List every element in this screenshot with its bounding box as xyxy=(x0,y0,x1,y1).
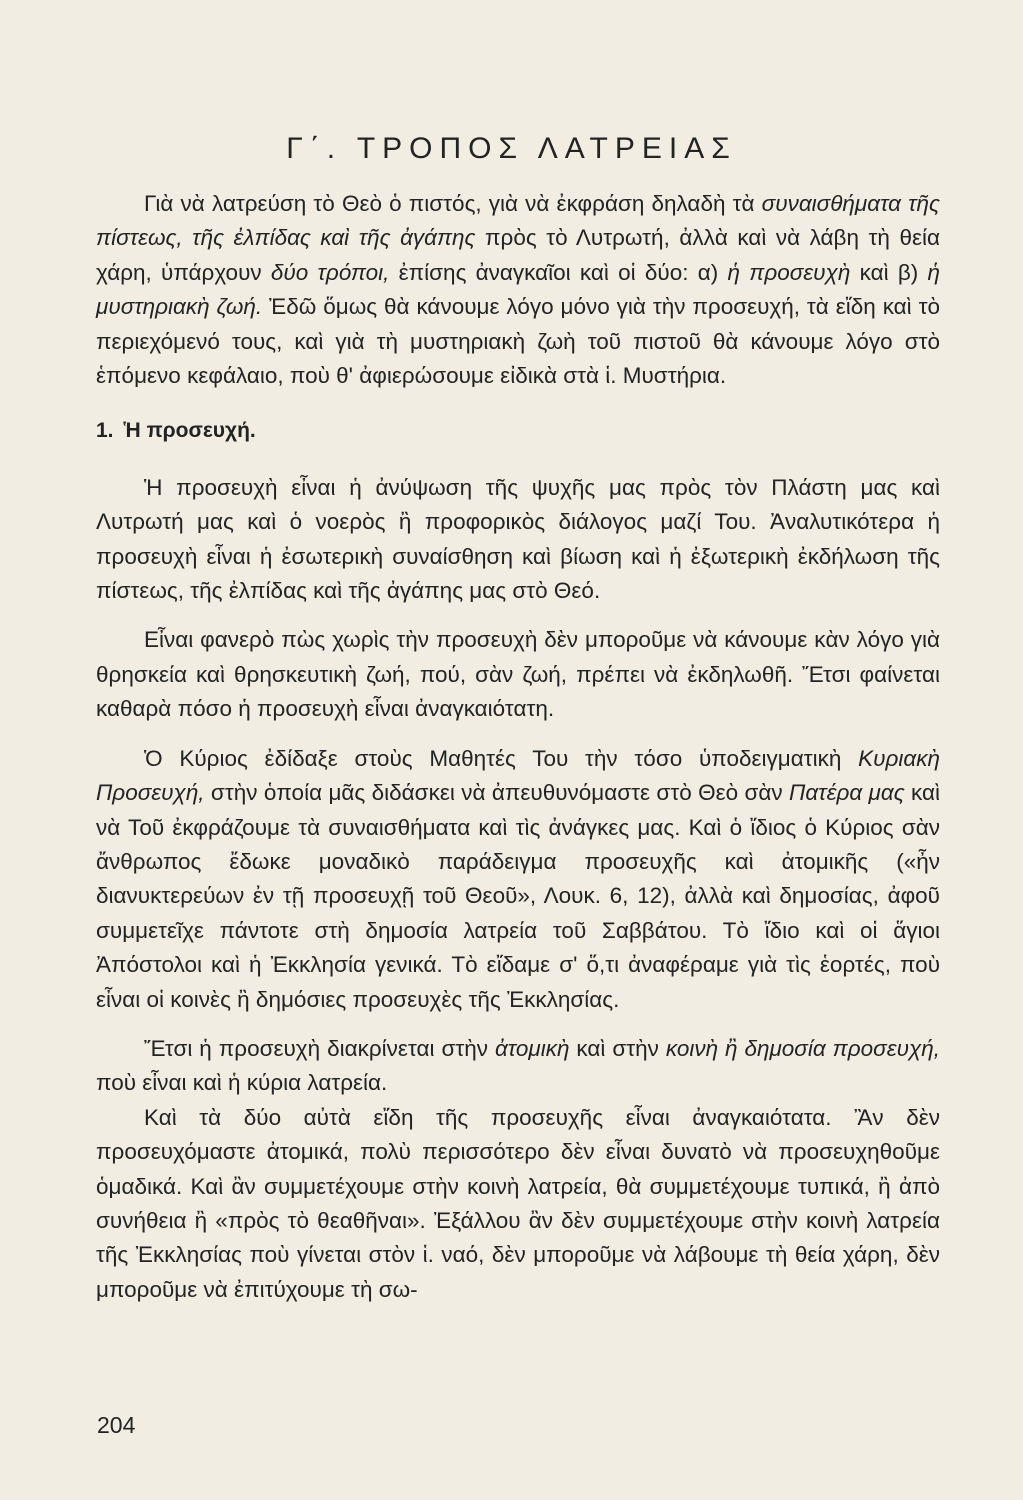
emphasis-text: ἡ μυστηριακὴ ζωή. xyxy=(96,259,941,320)
text-run: ποὺ εἶναι καὶ ἡ κύρια λατρεία. xyxy=(96,1070,388,1096)
text-run: ἐπίσης ἀναγκαῖοι καὶ οἱ δύο: α) xyxy=(389,259,728,285)
paragraph-both-necessary: Καὶ τὰ δύο αὐτὰ εἴδη τῆς προσευχῆς εἶναι ἀναγκαιότατα. Ἂν δὲν προσευχόμαστε ἀτομικά, πολὺ περισσότερο δὲν εἶναι δυνατὸ νὰ προσευχηθοῦμε ὁμαδικά. Καὶ ἂν συμμετέχουμε στὴν κοινὴ λατρεία, θὰ συμμετέχουμε τυπικά, ἢ ἀπὸ συνήθεια ἢ «πρὸς τὸ θεαθῆναι». Ἐξάλλου ἂν δὲν συμμετέχουμε στὴν κοινὴ λατρεία τῆς Ἐκκλησίας ποὺ γίνεται στὸν ἱ. ναό, δὲν μποροῦμε νὰ λάβουμε τὴ θεία χάρη, δὲν μποροῦμε νὰ ἐπιτύχουμε τὴ σω- xyxy=(96,1104,940,1302)
section-number: 1. xyxy=(96,419,114,443)
paragraph-lords-prayer xyxy=(96,742,940,1017)
paragraph-intro xyxy=(96,187,940,393)
emphasis-text: κοινὴ ἢ δημοσία προσευχή, xyxy=(665,1035,940,1061)
paragraph-kinds xyxy=(96,1032,940,1101)
emphasis-text: Πατέρα μας xyxy=(789,780,905,806)
chapter-title: Γ΄. ΤΡΟΠΟΣ ΛΑΤΡΕΙΑΣ xyxy=(286,132,737,166)
text-run: στὴν ὁποία μᾶς διδάσκει νὰ ἀπευθυνόμαστε στὸ Θεὸ σὰν xyxy=(204,780,790,806)
text-run: Γιὰ νὰ λατρεύση τὸ Θεὸ ὁ πιστός, γιὰ νὰ ἐκφράση δηλαδὴ τὰ xyxy=(144,191,762,216)
page-body xyxy=(96,187,940,1307)
text-run: πρὸς τὸ Λυτρωτή, ἀλλὰ καὶ νὰ λάβη τὴ θεία χάρη, ὑπάρχουν xyxy=(96,225,941,285)
text-run: καὶ νὰ Τοῦ ἐκφράζουμε τὰ συναισθήματα καὶ τὶς ἀνάγκες μας. Καὶ ὁ ἴδιος ὁ Κύριος σὰν ἄνθρωπος ἔδωκε μοναδικὸ παράδειγμα προσευχῆς καὶ ἀτομικῆς («ἦν διανυκτερεύων ἐν τῇ προσευχῇ τοῦ Θεοῦ», Λουκ. 6, 12), ἀλλὰ καὶ δημοσίας, ἀφοῦ συμμετεῖχε πάντοτε στὴ δημοσία λατρεία τοῦ Σαββάτου. Τὸ ἴδιο καὶ οἱ ἅγιοι Ἀπόστολοι καὶ ἡ Ἐκκλησία γενικά. Τὸ εἴδαμε σ' ὅ,τι ἀναφέραμε γιὰ τὶς ἑορτές, ποὺ εἶναι οἱ κοινὲς ἢ δημόσιες προσευχὲς τῆς Ἐκκλησίας. xyxy=(96,780,941,1012)
page-number: 204 xyxy=(97,1412,136,1438)
text-run: καὶ στὴν xyxy=(569,1035,666,1061)
emphasis-text: συναισθήματα τῆς πίστεως, τῆς ἐλπίδας καὶ τῆς ἀγάπης xyxy=(96,191,940,251)
emphasis-text: ἡ προσευχὴ xyxy=(727,259,851,285)
text-run: Ἐδῶ ὅμως θὰ κάνουμε λόγο μόνο γιὰ τὴν προσευχή, τὰ εἴδη καὶ τὸ περιεχόμενό τους, καὶ γιὰ τὴ μυστηριακὴ ζωὴ τοῦ πιστοῦ θὰ κάνουμε λόγο στὸ ἑπόμενο κεφάλαιο, ποὺ θ' ἀφιερώσουμε εἰδικὰ στὰ ἱ. Μυστήρια. xyxy=(96,294,940,389)
paragraph-definition: Ἡ προσευχὴ εἶναι ἡ ἀνύψωση τῆς ψυχῆς μας πρὸς τὸν Πλάστη μας καὶ Λυτρωτή μας καὶ ὁ νοερὸς ἢ προφορικὸς διάλογος μαζί Του. Ἀναλυτικότερα ἡ προσευχὴ εἶναι ἡ ἐσωτερικὴ συναίσθηση καὶ βίωση καὶ ἡ ἐξωτερικὴ ἐκδήλωση τῆς πίστεως, τῆς ἐλπίδας καὶ τῆς ἀγάπης μας στὸ Θεό. xyxy=(96,474,940,604)
emphasis-text: Κυριακὴ Προσευχή, xyxy=(96,745,940,806)
text-run: καὶ β) xyxy=(850,259,928,285)
text-run: Ἔτσι ἡ προσευχὴ διακρίνεται στὴν xyxy=(144,1035,495,1061)
section-heading-text: Ἡ προσευχή. xyxy=(123,419,256,443)
emphasis-text: ἀτομικὴ xyxy=(494,1035,570,1061)
text-run: Ὁ Κύριος ἐδίδαξε στοὺς Μαθητές Του τὴν τόσο ὑποδειγματικὴ xyxy=(144,745,859,771)
section-heading xyxy=(96,414,940,448)
paragraph-necessity: Εἶναι φανερὸ πὼς χωρὶς τὴν προσευχὴ δὲν μποροῦμε νὰ κάνουμε κὰν λόγο γιὰ θρησκεία καὶ θρησκευτικὴ ζωή, πού, σὰν ζωή, πρέπει νὰ ἐκδηλωθῆ. Ἔτσι φαίνεται καθαρὰ πόσο ἡ προσευχὴ εἶναι ἀναγκαιότατη. xyxy=(96,627,940,722)
emphasis-text: δύο τρόποι, xyxy=(270,259,390,285)
